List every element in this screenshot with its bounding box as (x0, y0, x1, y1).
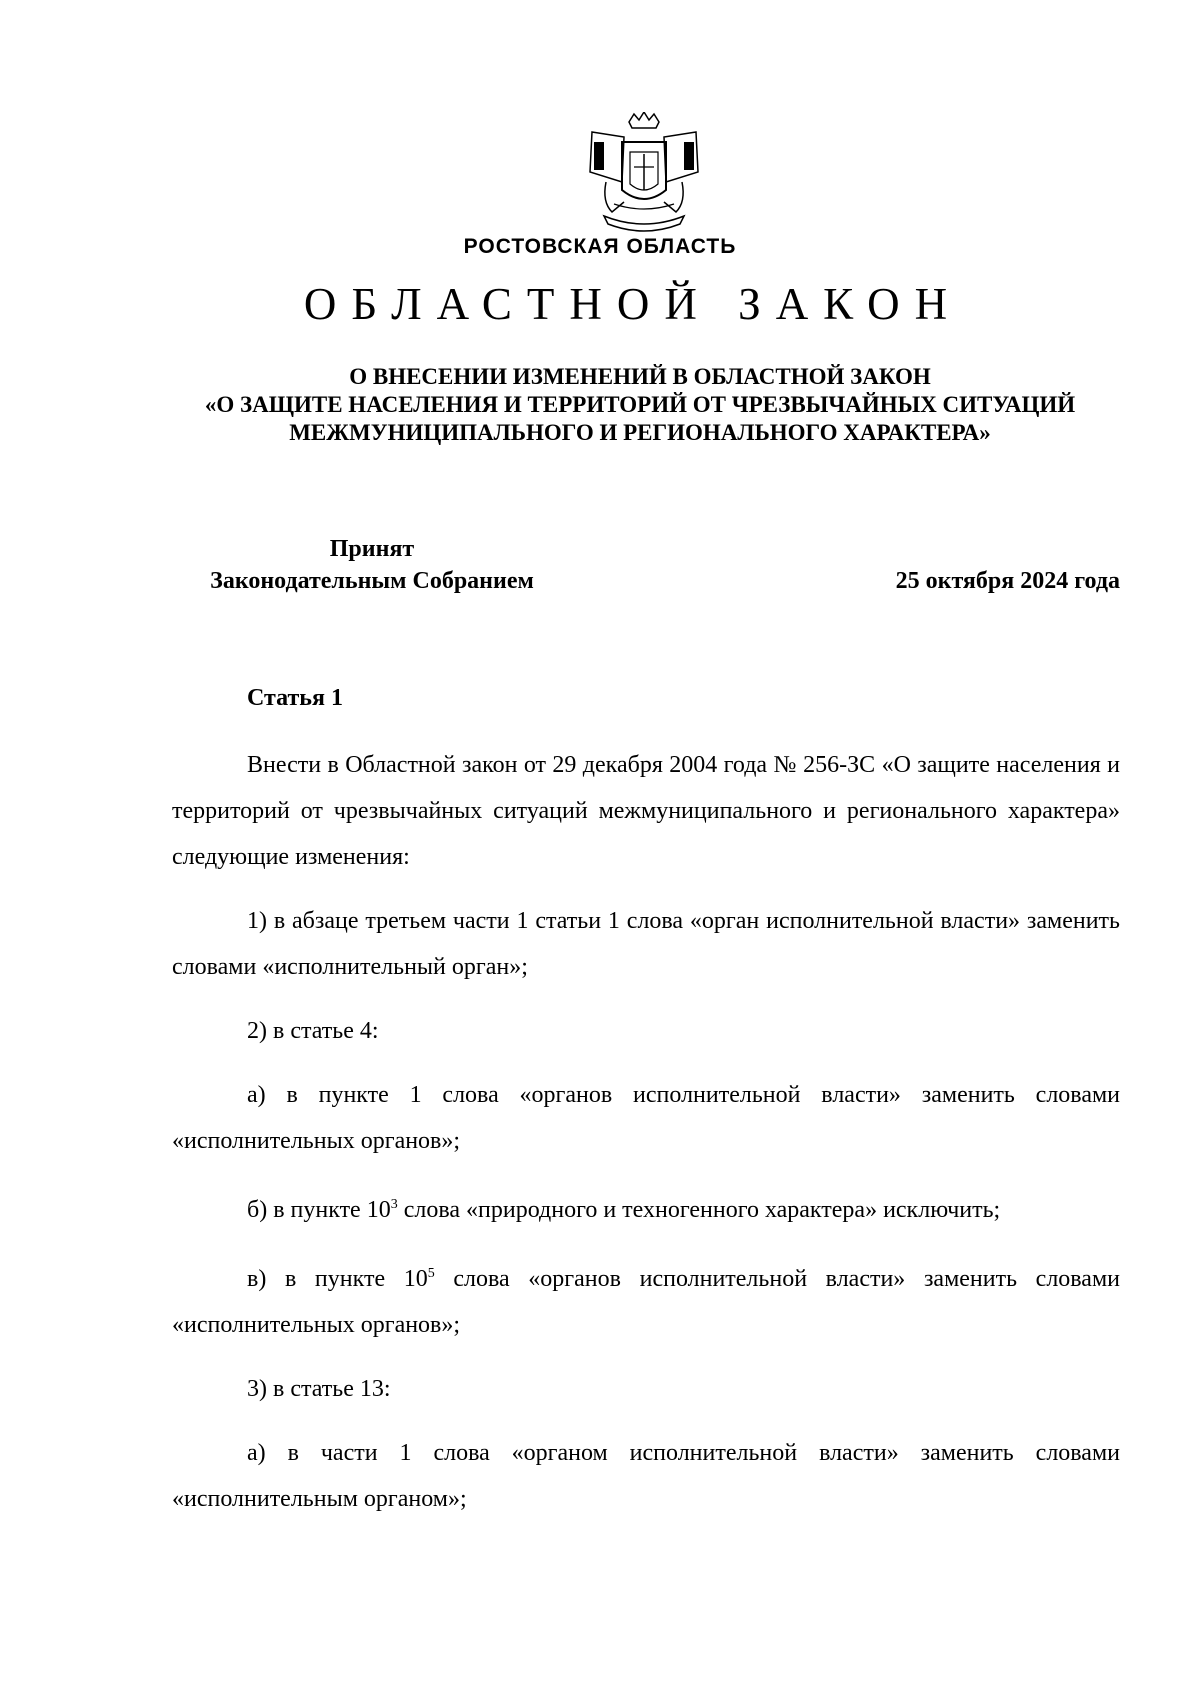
item-2b-superscript: 3 (390, 1197, 398, 1212)
adopted-by: Законодательным Собранием (210, 568, 534, 594)
adoption-info (172, 533, 572, 597)
item-2v-superscript: 5 (427, 1266, 435, 1281)
article-item-2: 2) в статье 4: (247, 1018, 379, 1044)
adoption-date: 25 октября 2024 года (895, 568, 1120, 594)
article-body (172, 742, 1120, 1540)
article-intro: Внести в Областной закон от 29 декабря 2004 года № 256-ЗС «О защите населения и территорий от чрезвычайных ситуаций межмуниципального и регионального характера» следующие изменения: (172, 752, 1120, 870)
article-item-3: 3) в статье 13: (247, 1376, 391, 1402)
law-title-line-2: «О ЗАЩИТЕ НАСЕЛЕНИЯ И ТЕРРИТОРИЙ ОТ ЧРЕЗВЫЧАЙНЫХ СИТУАЦИЙ (204, 392, 1076, 417)
article-item-3a: а) в части 1 слова «органом исполнительной власти» заменить словами «исполнительным органом»; (172, 1440, 1120, 1512)
law-title-line-1: О ВНЕСЕНИИ ИЗМЕНЕНИЙ В ОБЛАСТНОЙ ЗАКОН (349, 364, 931, 389)
item-2b-start: б) в пункте 10 (247, 1197, 391, 1223)
law-title (160, 363, 1120, 447)
item-2v-end: слова «органов исполнительной власти» заменить словами «исполнительных органов»; (172, 1266, 1120, 1338)
document-type: ОБЛАСТНОЙ ЗАКОН (303, 279, 963, 329)
adopted-label: Принят (329, 536, 415, 562)
rostov-coat-of-arms-icon (584, 112, 704, 237)
law-title-line-3: МЕЖМУНИЦИПАЛЬНОГО И РЕГИОНАЛЬНОГО ХАРАКТЕРА» (289, 420, 991, 445)
article-item-2v (172, 1251, 1120, 1348)
article-item-2a: а) в пункте 1 слова «органов исполнительной власти» заменить словами «исполнительных органов»; (172, 1082, 1120, 1154)
article-heading: Статья 1 (247, 685, 343, 711)
article-item-2b (172, 1182, 1120, 1233)
item-2b-end: слова «природного и техногенного характера» исключить; (397, 1197, 1001, 1223)
article-item-1: 1) в абзаце третьем части 1 статьи 1 слова «орган исполнительной власти» заменить словами «исполнительный орган»; (172, 908, 1120, 980)
region-name: РОСТОВСКАЯ ОБЛАСТЬ (463, 235, 737, 258)
item-2v-start: в) в пункте 10 (247, 1266, 428, 1292)
